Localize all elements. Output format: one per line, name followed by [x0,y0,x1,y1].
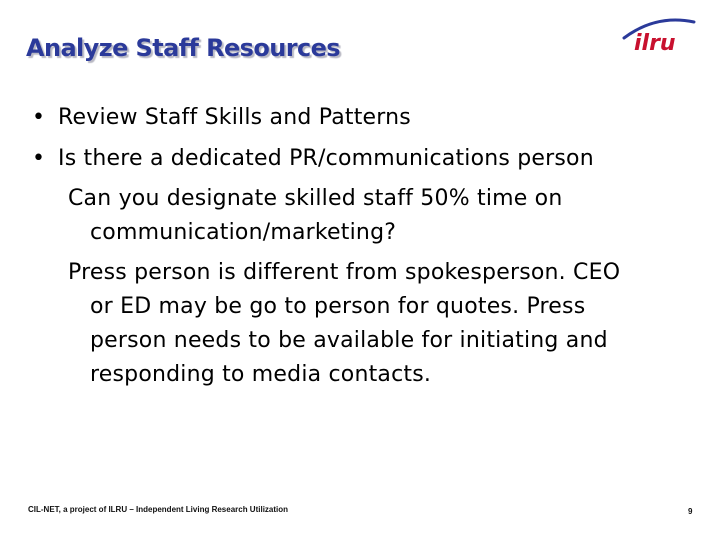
bullet-text: Review Staff Skills and Patterns [58,105,411,130]
sub-item-line: Can you designate skilled staff 50% time on [68,186,563,211]
bullet-text: Is there a dedicated PR/communications person [58,146,594,171]
bullet-dot-icon: • [32,105,45,130]
sub-item-line: or ED may be go to person for quotes. Press [90,294,586,319]
sub-item-line: responding to media contacts. [90,362,432,387]
slide-title: Analyze Staff Resources [26,34,340,62]
logo-text: ilru [634,31,676,56]
sub-item-line: Press person is different from spokesperson. CEO [68,260,621,285]
sub-item-line: person needs to be available for initiating and [90,328,608,353]
page-number: 9 [688,507,693,516]
sub-item-line: communication/marketing? [90,220,397,245]
bullet-dot-icon: • [32,146,45,171]
footer-text: CIL-NET, a project of ILRU – Independent Living Research Utilization [28,505,289,514]
